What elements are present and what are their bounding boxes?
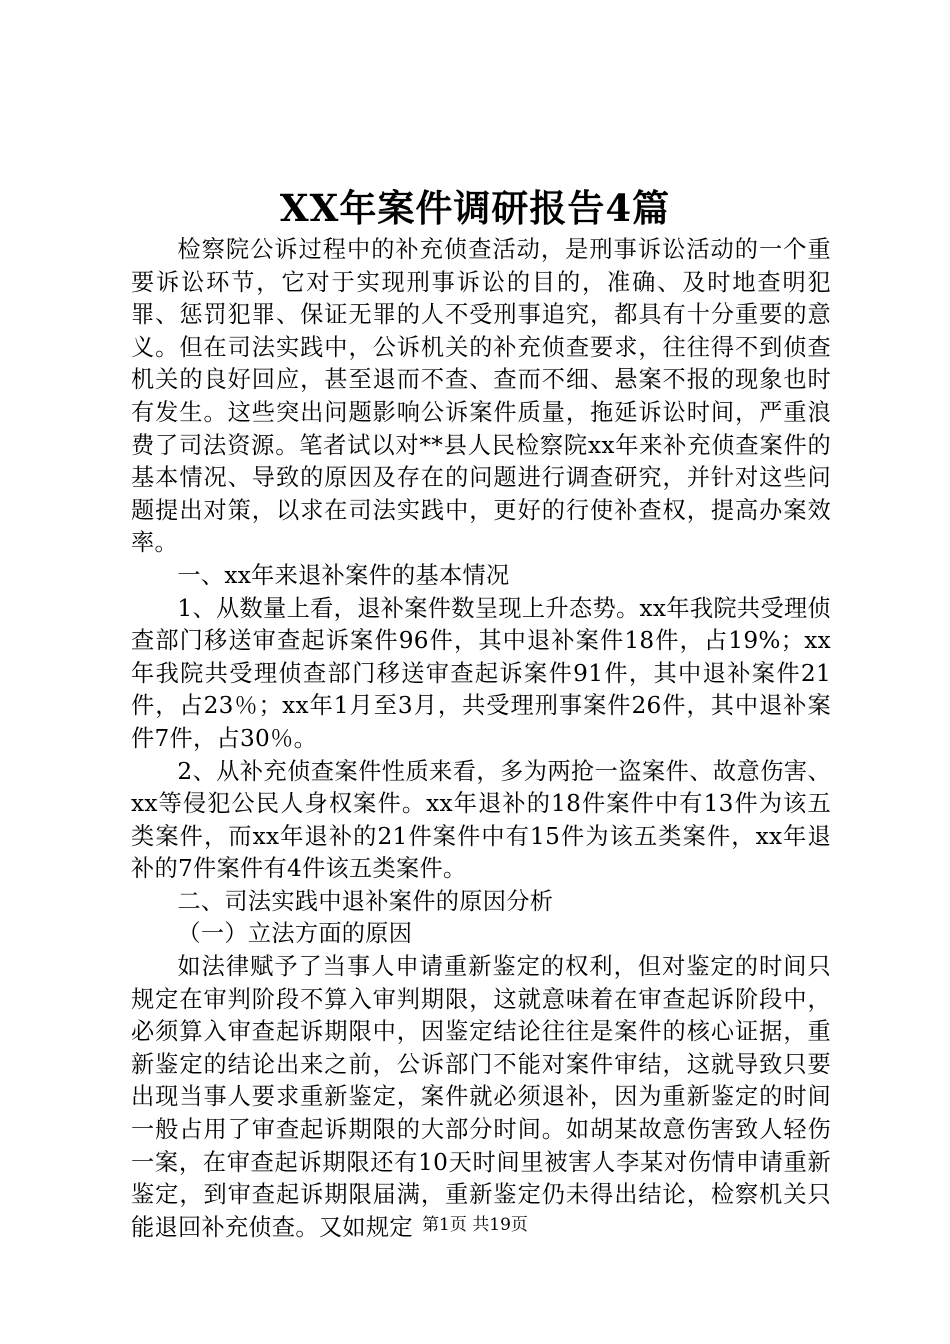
document-body xyxy=(131,234,831,1244)
document-title: XX年案件调研报告4篇 xyxy=(279,186,671,230)
heading-subsection-1: （一）立法方面的原因 xyxy=(177,920,413,948)
paragraph-quantity: 1、从数量上看，退补案件数呈现上升态势。xx年我院共受理侦查部门移送审查起诉案件96件，其中退补案件18件，占19%；xx年我院共受理侦查部门移送审查起诉案件91件，其中退补案件21件，占23％；xx年1月至3月，共受理刑事案件26件，其中退补案件7件，占30％。 xyxy=(131,594,831,752)
paragraph-legislation: 如法律赋予了当事人申请重新鉴定的权利，但对鉴定的时间只规定在审判阶段不算入审判期限，这就意味着在审查起诉阶段中，必须算入审查起诉期限中，因鉴定结论往往是案件的核心证据，重新鉴定的结论出来之前，公诉部门不能对案件审结，这就导致只要出现当事人要求重新鉴定，案件就必须退补，因为重新鉴定的时间一般占用了审查起诉期限的大部分时间。如胡某故意伤害致人轻伤一案，在审查起诉期限还有10天时间里被害人李某对伤情申请重新鉴定，到审查起诉期限届满，重新鉴定仍未得出结论，检察机关只能退回补充侦查。又如规定 xyxy=(131,953,831,1241)
page-number-footer: 第1页 共19页 xyxy=(422,1215,528,1235)
paragraph-nature: 2、从补充侦查案件性质来看，多为两抢一盗案件、故意伤害、xx等侵犯公民人身权案件。xx年退补的18件案件中有13件为该五类案件，而xx年退补的21件案件中有15件为该五类案件，xx年退补的7件案件有4件该五类案件。 xyxy=(131,757,831,883)
heading-section-1: 一、xx年来退补案件的基本情况 xyxy=(177,561,510,589)
paragraph-intro: 检察院公诉过程中的补充侦查活动，是刑事诉讼活动的一个重要诉讼环节，它对于实现刑事诉讼的目的，准确、及时地查明犯罪、惩罚犯罪、保证无罪的人不受刑事追究，都具有十分重要的意义。但在司法实践中，公诉机关的补充侦查要求，往往得不到侦查机关的良好回应，甚至退而不查、查而不细、悬案不报的现象也时有发生。这些突出问题影响公诉案件质量，拖延诉讼时间，严重浪费了司法资源。笔者试以对**县人民检察院xx年来补充侦查案件的基本情况、导致的原因及存在的问题进行调查研究，并针对这些问题提出对策，以求在司法实践中，更好的行使补查权，提高办案效率。 xyxy=(131,236,831,557)
heading-section-2: 二、司法实践中退补案件的原因分析 xyxy=(177,887,554,915)
